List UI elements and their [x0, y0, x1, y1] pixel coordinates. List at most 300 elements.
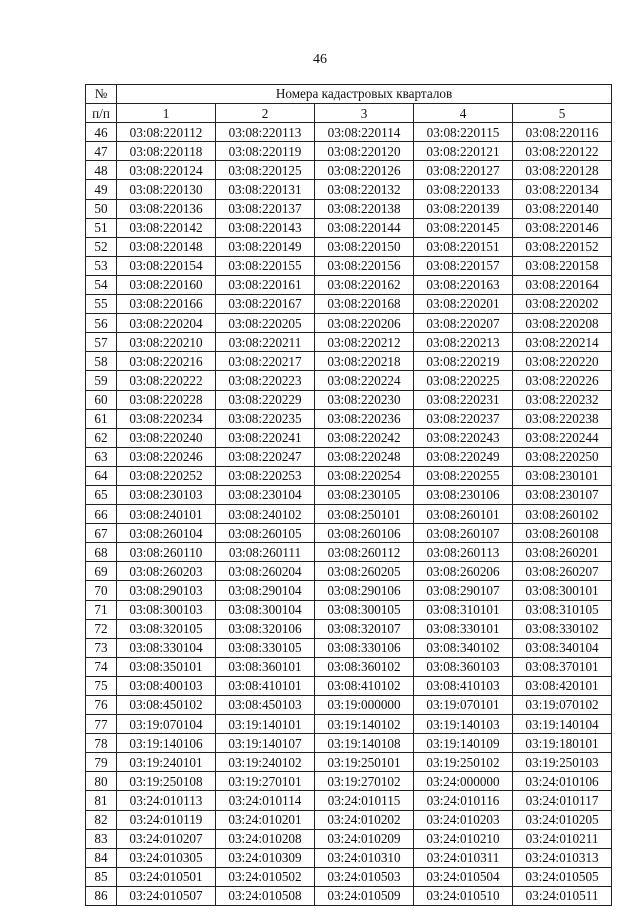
- row-number-cell: 48: [86, 161, 117, 180]
- row-number-cell: 62: [86, 428, 117, 447]
- cadastral-number-cell: 03:24:010508: [216, 886, 315, 905]
- row-number-cell: 63: [86, 447, 117, 466]
- cadastral-number-cell: 03:24:010113: [117, 791, 216, 810]
- table-row: [86, 409, 612, 428]
- cadastral-number-cell: 03:08:360102: [315, 657, 414, 676]
- cadastral-number-cell: 03:08:220136: [117, 199, 216, 218]
- row-number-cell: 55: [86, 295, 117, 314]
- cadastral-number-cell: 03:19:140108: [315, 734, 414, 753]
- cadastral-number-cell: 03:08:360103: [414, 657, 513, 676]
- row-number-cell: 70: [86, 581, 117, 600]
- table-row: [86, 886, 612, 905]
- cadastral-number-cell: 03:08:260206: [414, 562, 513, 581]
- cadastral-number-cell: 03:08:220125: [216, 161, 315, 180]
- row-number-cell: 73: [86, 638, 117, 657]
- table-row: [86, 581, 612, 600]
- table-row: [86, 390, 612, 409]
- cadastral-number-cell: 03:08:220160: [117, 275, 216, 294]
- cadastral-number-cell: 03:24:010205: [513, 810, 612, 829]
- cadastral-number-cell: 03:24:010511: [513, 886, 612, 905]
- cadastral-number-cell: 03:08:330104: [117, 638, 216, 657]
- table-body: [86, 123, 612, 906]
- cadastral-number-cell: 03:08:220224: [315, 371, 414, 390]
- cadastral-number-cell: 03:08:330106: [315, 638, 414, 657]
- cadastral-number-cell: 03:08:400103: [117, 676, 216, 695]
- cadastral-number-cell: 03:08:220211: [216, 333, 315, 352]
- cadastral-number-cell: 03:08:230105: [315, 485, 414, 504]
- table-row: [86, 848, 612, 867]
- cadastral-number-cell: 03:08:220139: [414, 199, 513, 218]
- cadastral-number-cell: 03:19:140109: [414, 734, 513, 753]
- table-row: [86, 237, 612, 256]
- cadastral-number-cell: 03:08:420101: [513, 676, 612, 695]
- cadastral-number-cell: 03:24:010117: [513, 791, 612, 810]
- table-row: [86, 218, 612, 237]
- cadastral-number-cell: 03:08:260105: [216, 524, 315, 543]
- cadastral-number-cell: 03:08:220234: [117, 409, 216, 428]
- cadastral-number-cell: 03:08:220168: [315, 295, 414, 314]
- cadastral-number-cell: 03:08:220150: [315, 237, 414, 256]
- cadastral-number-cell: 03:08:320107: [315, 619, 414, 638]
- cadastral-number-cell: 03:24:010202: [315, 810, 414, 829]
- cadastral-number-cell: 03:24:010502: [216, 867, 315, 886]
- cadastral-number-cell: 03:08:220223: [216, 371, 315, 390]
- column-header: 4: [414, 104, 513, 123]
- cadastral-number-cell: 03:24:010503: [315, 867, 414, 886]
- cadastral-number-cell: 03:08:410103: [414, 676, 513, 695]
- cadastral-number-cell: 03:24:010501: [117, 867, 216, 886]
- row-number-cell: 52: [86, 237, 117, 256]
- row-number-cell: 50: [86, 199, 117, 218]
- table-row: [86, 657, 612, 676]
- table-row: [86, 600, 612, 619]
- cadastral-number-cell: 03:08:220217: [216, 352, 315, 371]
- cadastral-number-cell: 03:24:010504: [414, 867, 513, 886]
- cadastral-number-cell: 03:08:260107: [414, 524, 513, 543]
- row-number-cell: 67: [86, 524, 117, 543]
- cadastral-number-cell: 03:08:230107: [513, 485, 612, 504]
- cadastral-number-cell: 03:08:220244: [513, 428, 612, 447]
- cadastral-number-cell: 03:08:220128: [513, 161, 612, 180]
- cadastral-quarters-table: [85, 84, 612, 906]
- cadastral-number-cell: 03:08:220247: [216, 447, 315, 466]
- cadastral-number-cell: 03:08:330101: [414, 619, 513, 638]
- cadastral-number-cell: 03:08:220238: [513, 409, 612, 428]
- cadastral-number-cell: 03:08:220166: [117, 295, 216, 314]
- cadastral-number-cell: 03:19:140106: [117, 734, 216, 753]
- cadastral-number-cell: 03:08:220206: [315, 314, 414, 333]
- cadastral-number-cell: 03:08:320106: [216, 619, 315, 638]
- row-number-cell: 76: [86, 696, 117, 715]
- table-header: [86, 85, 612, 123]
- cadastral-number-cell: 03:08:260207: [513, 562, 612, 581]
- table-row: [86, 256, 612, 275]
- cadastral-number-cell: 03:19:000000: [315, 696, 414, 715]
- row-number-cell: 61: [86, 409, 117, 428]
- cadastral-number-cell: 03:08:410101: [216, 676, 315, 695]
- cadastral-number-cell: 03:24:010201: [216, 810, 315, 829]
- cadastral-number-cell: 03:08:220220: [513, 352, 612, 371]
- table-row: [86, 447, 612, 466]
- cadastral-number-cell: 03:19:140107: [216, 734, 315, 753]
- cadastral-number-cell: 03:19:140102: [315, 715, 414, 734]
- row-number-cell: 78: [86, 734, 117, 753]
- table-row: [86, 352, 612, 371]
- cadastral-number-cell: 03:08:290106: [315, 581, 414, 600]
- cadastral-number-cell: 03:08:220243: [414, 428, 513, 447]
- cadastral-number-cell: 03:19:240101: [117, 753, 216, 772]
- cadastral-number-cell: 03:08:220142: [117, 218, 216, 237]
- header-row-columns: [86, 104, 612, 123]
- cadastral-number-cell: 03:08:220134: [513, 180, 612, 199]
- cadastral-number-cell: 03:08:220140: [513, 199, 612, 218]
- cadastral-number-cell: 03:08:220226: [513, 371, 612, 390]
- row-number-cell: 74: [86, 657, 117, 676]
- cadastral-number-cell: 03:24:010505: [513, 867, 612, 886]
- table-row: [86, 791, 612, 810]
- table-row: [86, 676, 612, 695]
- cadastral-number-cell: 03:08:220210: [117, 333, 216, 352]
- cadastral-number-cell: 03:08:230103: [117, 485, 216, 504]
- row-number-cell: 82: [86, 810, 117, 829]
- cadastral-number-cell: 03:08:220146: [513, 218, 612, 237]
- table-row: [86, 543, 612, 562]
- number-header-bottom: п/п: [86, 104, 117, 123]
- cadastral-number-cell: 03:08:220119: [216, 142, 315, 161]
- table-row: [86, 428, 612, 447]
- row-number-cell: 66: [86, 505, 117, 524]
- cadastral-number-cell: 03:08:220250: [513, 447, 612, 466]
- table-row: [86, 314, 612, 333]
- table-row: [86, 867, 612, 886]
- cadastral-number-cell: 03:24:010310: [315, 848, 414, 867]
- row-number-cell: 49: [86, 180, 117, 199]
- row-number-cell: 46: [86, 123, 117, 142]
- cadastral-number-cell: 03:08:360101: [216, 657, 315, 676]
- page-number: 46: [313, 52, 327, 67]
- cadastral-number-cell: 03:19:250101: [315, 753, 414, 772]
- cadastral-number-cell: 03:19:070101: [414, 696, 513, 715]
- cadastral-number-cell: 03:08:340104: [513, 638, 612, 657]
- table-row: [86, 524, 612, 543]
- cadastral-number-cell: 03:08:220131: [216, 180, 315, 199]
- row-number-cell: 69: [86, 562, 117, 581]
- row-number-cell: 86: [86, 886, 117, 905]
- cadastral-number-cell: 03:08:330102: [513, 619, 612, 638]
- cadastral-number-cell: 03:08:260205: [315, 562, 414, 581]
- cadastral-number-cell: 03:08:450102: [117, 696, 216, 715]
- cadastral-number-cell: 03:08:220158: [513, 256, 612, 275]
- cadastral-number-cell: 03:08:220161: [216, 275, 315, 294]
- cadastral-number-cell: 03:24:010106: [513, 772, 612, 791]
- cadastral-number-cell: 03:08:220253: [216, 466, 315, 485]
- cadastral-number-cell: 03:08:220167: [216, 295, 315, 314]
- row-number-cell: 56: [86, 314, 117, 333]
- cadastral-number-cell: 03:24:010115: [315, 791, 414, 810]
- cadastral-number-cell: 03:08:220162: [315, 275, 414, 294]
- cadastral-number-cell: 03:08:220212: [315, 333, 414, 352]
- cadastral-number-cell: 03:08:290103: [117, 581, 216, 600]
- cadastral-number-cell: 03:08:330105: [216, 638, 315, 657]
- cadastral-number-cell: 03:08:220214: [513, 333, 612, 352]
- table-row: [86, 123, 612, 142]
- table-row: [86, 295, 612, 314]
- table-row: [86, 371, 612, 390]
- cadastral-number-cell: 03:08:220248: [315, 447, 414, 466]
- cadastral-number-cell: 03:08:220232: [513, 390, 612, 409]
- column-header: 5: [513, 104, 612, 123]
- cadastral-number-cell: 03:08:310101: [414, 600, 513, 619]
- row-number-cell: 53: [86, 256, 117, 275]
- table-row: [86, 753, 612, 772]
- cadastral-number-cell: 03:08:220207: [414, 314, 513, 333]
- table-row: [86, 829, 612, 848]
- cadastral-number-cell: 03:08:220225: [414, 371, 513, 390]
- cadastral-number-cell: 03:24:010114: [216, 791, 315, 810]
- cadastral-number-cell: 03:08:240102: [216, 505, 315, 524]
- cadastral-number-cell: 03:08:220235: [216, 409, 315, 428]
- row-number-cell: 59: [86, 371, 117, 390]
- table-row: [86, 161, 612, 180]
- cadastral-number-cell: 03:08:220126: [315, 161, 414, 180]
- cadastral-number-cell: 03:08:220230: [315, 390, 414, 409]
- cadastral-number-cell: 03:08:300105: [315, 600, 414, 619]
- cadastral-number-cell: 03:24:010305: [117, 848, 216, 867]
- row-number-cell: 79: [86, 753, 117, 772]
- cadastral-number-cell: 03:08:220149: [216, 237, 315, 256]
- cadastral-number-cell: 03:19:180101: [513, 734, 612, 753]
- cadastral-number-cell: 03:08:220122: [513, 142, 612, 161]
- row-number-cell: 57: [86, 333, 117, 352]
- cadastral-number-cell: 03:08:220155: [216, 256, 315, 275]
- cadastral-number-cell: 03:08:220152: [513, 237, 612, 256]
- cadastral-number-cell: 03:08:220255: [414, 466, 513, 485]
- cadastral-number-cell: 03:08:240101: [117, 505, 216, 524]
- cadastral-number-cell: 03:24:010210: [414, 829, 513, 848]
- row-number-cell: 80: [86, 772, 117, 791]
- row-number-cell: 51: [86, 218, 117, 237]
- cadastral-number-cell: 03:08:260102: [513, 505, 612, 524]
- cadastral-number-cell: 03:08:230106: [414, 485, 513, 504]
- cadastral-number-cell: 03:08:220249: [414, 447, 513, 466]
- cadastral-number-cell: 03:08:220154: [117, 256, 216, 275]
- cadastral-number-cell: 03:08:220252: [117, 466, 216, 485]
- cadastral-number-cell: 03:08:260106: [315, 524, 414, 543]
- cadastral-number-cell: 03:08:220113: [216, 123, 315, 142]
- cadastral-number-cell: 03:08:450103: [216, 696, 315, 715]
- cadastral-number-cell: 03:08:300103: [117, 600, 216, 619]
- cadastral-number-cell: 03:08:300104: [216, 600, 315, 619]
- row-number-cell: 71: [86, 600, 117, 619]
- table-row: [86, 696, 612, 715]
- cadastral-number-cell: 03:08:220148: [117, 237, 216, 256]
- column-header: 1: [117, 104, 216, 123]
- cadastral-number-cell: 03:08:220144: [315, 218, 414, 237]
- cadastral-number-cell: 03:19:140101: [216, 715, 315, 734]
- cadastral-number-cell: 03:08:220112: [117, 123, 216, 142]
- cadastral-number-cell: 03:24:010510: [414, 886, 513, 905]
- cadastral-number-cell: 03:24:010311: [414, 848, 513, 867]
- cadastral-number-cell: 03:08:220120: [315, 142, 414, 161]
- table-row: [86, 505, 612, 524]
- header-row-title: [86, 85, 612, 104]
- table-row: [86, 142, 612, 161]
- cadastral-number-cell: 03:08:260104: [117, 524, 216, 543]
- column-header: 2: [216, 104, 315, 123]
- cadastral-number-cell: 03:08:220208: [513, 314, 612, 333]
- table-row: [86, 619, 612, 638]
- cadastral-number-cell: 03:08:260113: [414, 543, 513, 562]
- row-number-cell: 47: [86, 142, 117, 161]
- cadastral-number-cell: 03:08:220118: [117, 142, 216, 161]
- row-number-cell: 58: [86, 352, 117, 371]
- row-number-cell: 75: [86, 676, 117, 695]
- cadastral-number-cell: 03:08:220127: [414, 161, 513, 180]
- table-row: [86, 562, 612, 581]
- table-row: [86, 466, 612, 485]
- cadastral-number-cell: 03:08:340102: [414, 638, 513, 657]
- cadastral-number-cell: 03:08:220218: [315, 352, 414, 371]
- cadastral-number-cell: 03:24:010203: [414, 810, 513, 829]
- row-number-cell: 83: [86, 829, 117, 848]
- row-number-cell: 81: [86, 791, 117, 810]
- row-number-cell: 65: [86, 485, 117, 504]
- cadastral-number-cell: 03:08:260111: [216, 543, 315, 562]
- cadastral-number-cell: 03:08:220132: [315, 180, 414, 199]
- cadastral-number-cell: 03:19:250102: [414, 753, 513, 772]
- cadastral-number-cell: 03:08:220156: [315, 256, 414, 275]
- cadastral-number-cell: 03:08:220121: [414, 142, 513, 161]
- row-number-cell: 85: [86, 867, 117, 886]
- number-header-top: №: [86, 85, 117, 104]
- row-number-cell: 64: [86, 466, 117, 485]
- cadastral-number-cell: 03:19:140103: [414, 715, 513, 734]
- cadastral-number-cell: 03:08:220216: [117, 352, 216, 371]
- table-row: [86, 180, 612, 199]
- table-row: [86, 638, 612, 657]
- cadastral-number-cell: 03:19:270101: [216, 772, 315, 791]
- cadastral-number-cell: 03:08:260110: [117, 543, 216, 562]
- cadastral-number-cell: 03:08:220231: [414, 390, 513, 409]
- row-number-cell: 68: [86, 543, 117, 562]
- cadastral-number-cell: 03:08:410102: [315, 676, 414, 695]
- cadastral-number-cell: 03:19:070104: [117, 715, 216, 734]
- cadastral-number-cell: 03:08:260201: [513, 543, 612, 562]
- cadastral-number-cell: 03:19:240102: [216, 753, 315, 772]
- cadastral-number-cell: 03:08:220236: [315, 409, 414, 428]
- table-row: [86, 715, 612, 734]
- cadastral-number-cell: 03:08:220219: [414, 352, 513, 371]
- cadastral-number-cell: 03:19:070102: [513, 696, 612, 715]
- cadastral-number-cell: 03:08:230104: [216, 485, 315, 504]
- cadastral-number-cell: 03:08:220145: [414, 218, 513, 237]
- cadastral-number-cell: 03:08:220241: [216, 428, 315, 447]
- cadastral-number-cell: 03:08:220237: [414, 409, 513, 428]
- cadastral-number-cell: 03:08:220229: [216, 390, 315, 409]
- cadastral-number-cell: 03:08:220205: [216, 314, 315, 333]
- row-number-cell: 84: [86, 848, 117, 867]
- cadastral-number-cell: 03:24:010509: [315, 886, 414, 905]
- cadastral-number-cell: 03:08:220133: [414, 180, 513, 199]
- cadastral-number-cell: 03:08:300101: [513, 581, 612, 600]
- cadastral-number-cell: 03:08:220222: [117, 371, 216, 390]
- cadastral-number-cell: 03:24:010209: [315, 829, 414, 848]
- table-row: [86, 333, 612, 352]
- cadastral-number-cell: 03:08:290107: [414, 581, 513, 600]
- cadastral-number-cell: 03:08:260204: [216, 562, 315, 581]
- cadastral-number-cell: 03:08:220164: [513, 275, 612, 294]
- cadastral-number-cell: 03:08:220213: [414, 333, 513, 352]
- cadastral-number-cell: 03:08:250101: [315, 505, 414, 524]
- table-row: [86, 275, 612, 294]
- row-number-cell: 60: [86, 390, 117, 409]
- cadastral-number-cell: 03:24:010309: [216, 848, 315, 867]
- cadastral-number-cell: 03:08:320105: [117, 619, 216, 638]
- cadastral-number-cell: 03:08:220204: [117, 314, 216, 333]
- cadastral-number-cell: 03:08:310105: [513, 600, 612, 619]
- cadastral-number-cell: 03:08:220201: [414, 295, 513, 314]
- cadastral-number-cell: 03:08:290104: [216, 581, 315, 600]
- row-number-cell: 77: [86, 715, 117, 734]
- cadastral-number-cell: 03:08:220228: [117, 390, 216, 409]
- table-row: [86, 734, 612, 753]
- row-number-cell: 54: [86, 275, 117, 294]
- cadastral-number-cell: 03:24:010211: [513, 829, 612, 848]
- cadastral-number-cell: 03:24:010116: [414, 791, 513, 810]
- cadastral-number-cell: 03:08:220246: [117, 447, 216, 466]
- cadastral-number-cell: 03:19:250103: [513, 753, 612, 772]
- row-number-cell: 72: [86, 619, 117, 638]
- cadastral-number-cell: 03:24:010207: [117, 829, 216, 848]
- cadastral-number-cell: 03:08:220242: [315, 428, 414, 447]
- cadastral-number-cell: 03:24:010313: [513, 848, 612, 867]
- cadastral-number-cell: 03:24:010208: [216, 829, 315, 848]
- cadastral-number-cell: 03:08:220151: [414, 237, 513, 256]
- cadastral-number-cell: 03:08:220138: [315, 199, 414, 218]
- column-header: 3: [315, 104, 414, 123]
- cadastral-number-cell: 03:08:260203: [117, 562, 216, 581]
- cadastral-number-cell: 03:08:220240: [117, 428, 216, 447]
- cadastral-number-cell: 03:19:270102: [315, 772, 414, 791]
- cadastral-number-cell: 03:19:250108: [117, 772, 216, 791]
- cadastral-number-cell: 03:08:230101: [513, 466, 612, 485]
- cadastral-number-cell: 03:08:220116: [513, 123, 612, 142]
- cadastral-number-cell: 03:24:010507: [117, 886, 216, 905]
- cadastral-number-cell: 03:08:370101: [513, 657, 612, 676]
- cadastral-number-cell: 03:08:260112: [315, 543, 414, 562]
- cadastral-number-cell: 03:08:260108: [513, 524, 612, 543]
- cadastral-number-cell: 03:19:140104: [513, 715, 612, 734]
- cadastral-number-cell: 03:08:220163: [414, 275, 513, 294]
- table-row: [86, 199, 612, 218]
- cadastral-number-cell: 03:08:220143: [216, 218, 315, 237]
- table-row: [86, 810, 612, 829]
- cadastral-number-cell: 03:08:220114: [315, 123, 414, 142]
- table-row: [86, 485, 612, 504]
- cadastral-number-cell: 03:08:220115: [414, 123, 513, 142]
- cadastral-number-cell: 03:08:220124: [117, 161, 216, 180]
- cadastral-number-cell: 03:24:000000: [414, 772, 513, 791]
- cadastral-number-cell: 03:08:220202: [513, 295, 612, 314]
- cadastral-number-cell: 03:08:220137: [216, 199, 315, 218]
- cadastral-number-cell: 03:08:220254: [315, 466, 414, 485]
- cadastral-number-cell: 03:08:220130: [117, 180, 216, 199]
- group-title: Номера кадастровых кварталов: [117, 85, 612, 104]
- cadastral-number-cell: 03:24:010119: [117, 810, 216, 829]
- cadastral-number-cell: 03:08:260101: [414, 505, 513, 524]
- cadastral-number-cell: 03:08:220157: [414, 256, 513, 275]
- cadastral-number-cell: 03:08:350101: [117, 657, 216, 676]
